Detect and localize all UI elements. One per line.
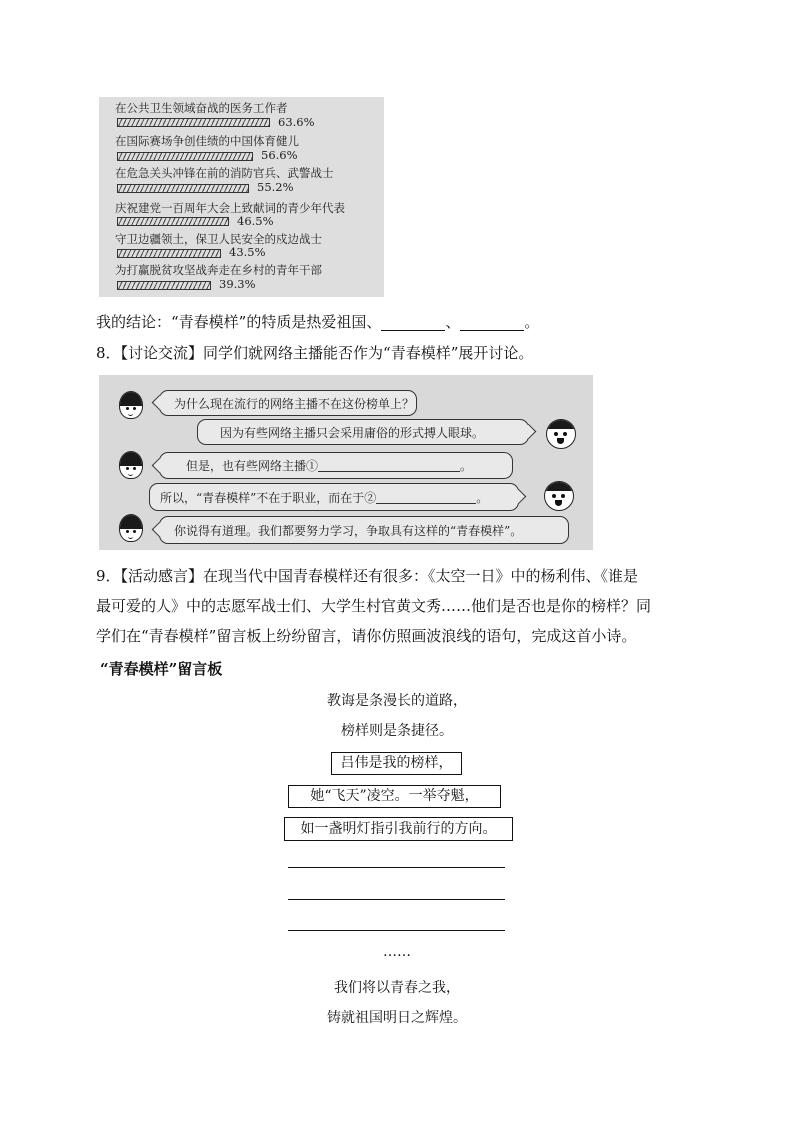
dialog-line-4-end: 。 [476, 490, 489, 505]
board-title: “青春模样”留言板 [100, 660, 223, 678]
conclusion-blank-2[interactable] [460, 312, 524, 331]
student-a-avatar-icon [119, 391, 143, 419]
dialog-line-5: 你说得有道理。我们都要努力学习，争取具有这样的“青春模样”。 [174, 523, 523, 538]
poem-boxed-line-2: 她“飞天”凌空。一举夺魁， [288, 785, 501, 808]
survey-label: 在国际赛场争创佳绩的中国体育健儿 [115, 134, 299, 148]
conclusion-blank-1[interactable] [381, 312, 445, 331]
survey-chart-image [99, 97, 384, 297]
poem-line-1: 教诲是条漫长的道路， [327, 693, 467, 709]
survey-percent: 55.2% [257, 180, 294, 194]
survey-label: 庆祝建党一百周年大会上致献词的青少年代表 [115, 201, 345, 215]
survey-percent: 46.5% [237, 214, 274, 228]
survey-bar [117, 118, 270, 127]
poem-line-7: 铸就祖国明日之辉煌。 [327, 1010, 467, 1026]
survey-bar [117, 249, 221, 258]
survey-percent: 63.6% [278, 115, 315, 129]
student-b-avatar-icon [546, 419, 576, 449]
dialog-line-4: 所以，“青春模样”不在于职业，而在于② [160, 490, 377, 505]
question-9-line-1: 9．【活动感言】在现当代中国青春模样还有很多：《太空一日》中的杨利伟、《谁是 [96, 567, 639, 585]
discussion-dialog-image [99, 375, 593, 550]
dialog-line-3: 但是，也有些网络主播① [186, 459, 319, 473]
question-9-line-3: 学们在“青春模样”留言板上纷纷留言，请你仿照画波浪线的语句，完成这首小诗。 [96, 627, 637, 645]
poem-boxed-line-1: 吕伟是我的榜样， [331, 752, 462, 775]
dialog-bubble-2 [197, 419, 529, 445]
poem-answer-blank-2[interactable] [288, 899, 505, 900]
question-9-line-2: 最可爱的人》中的志愿军战士们、大学生村官黄文秀……他们是否也是你的榜样？同 [96, 597, 652, 615]
dialog-line-2: 因为有些网络主播只会采用庸俗的形式搏人眼球。 [220, 425, 485, 440]
student-a-avatar-icon-2 [119, 451, 143, 479]
question-8: 8．【讨论交流】同学们就网络主播能否作为“青春模样”展开讨论。 [96, 344, 534, 362]
dialog-bubble-5 [159, 516, 569, 544]
conclusion-line [96, 307, 539, 337]
poem-line-6: 我们将以青春之我， [334, 980, 460, 996]
poem-line-2: 榜样则是条捷径。 [341, 723, 453, 739]
survey-percent: 39.3% [219, 277, 256, 291]
student-a-avatar-icon-3 [119, 514, 143, 542]
conclusion-text: 我的结论：“青春模样”的特质是热爱祖国、 [96, 313, 382, 331]
poem-answer-blank-1[interactable] [288, 867, 505, 868]
survey-percent: 43.5% [229, 245, 266, 259]
poem-boxed-line-3: 如一盏明灯指引我前行的方向。 [284, 817, 513, 841]
survey-percent: 56.6% [261, 148, 298, 162]
survey-bar [117, 184, 249, 193]
dialog-bubble-4 [149, 483, 519, 511]
survey-bar [117, 217, 229, 226]
survey-bar [117, 152, 253, 161]
dialog-line-1: 为什么现在流行的网络主播不在这份榜单上？ [174, 396, 415, 411]
dialog-bubble-1 [159, 390, 417, 416]
dialog-blank-1[interactable] [318, 459, 460, 472]
survey-label: 在公共卫生领域奋战的医务工作者 [115, 101, 288, 115]
conclusion-end: 。 [524, 313, 540, 331]
dialog-blank-2[interactable] [376, 491, 476, 504]
survey-label: 守卫边疆领土，保卫人民安全的戍边战士 [115, 232, 322, 246]
survey-label: 为打赢脱贫攻坚战奔走在乡村的青年干部 [115, 263, 322, 277]
dialog-bubble-3 [159, 452, 513, 479]
poem-answer-blank-3[interactable] [288, 930, 505, 931]
survey-bar [117, 281, 211, 290]
conclusion-separator: 、 [445, 313, 461, 331]
student-b-avatar-icon-2 [544, 481, 574, 511]
poem-ellipsis: …… [383, 944, 411, 960]
dialog-line-3-end: 。 [460, 459, 473, 473]
survey-label: 在危急关头冲锋在前的消防官兵、武警战士 [115, 166, 334, 180]
